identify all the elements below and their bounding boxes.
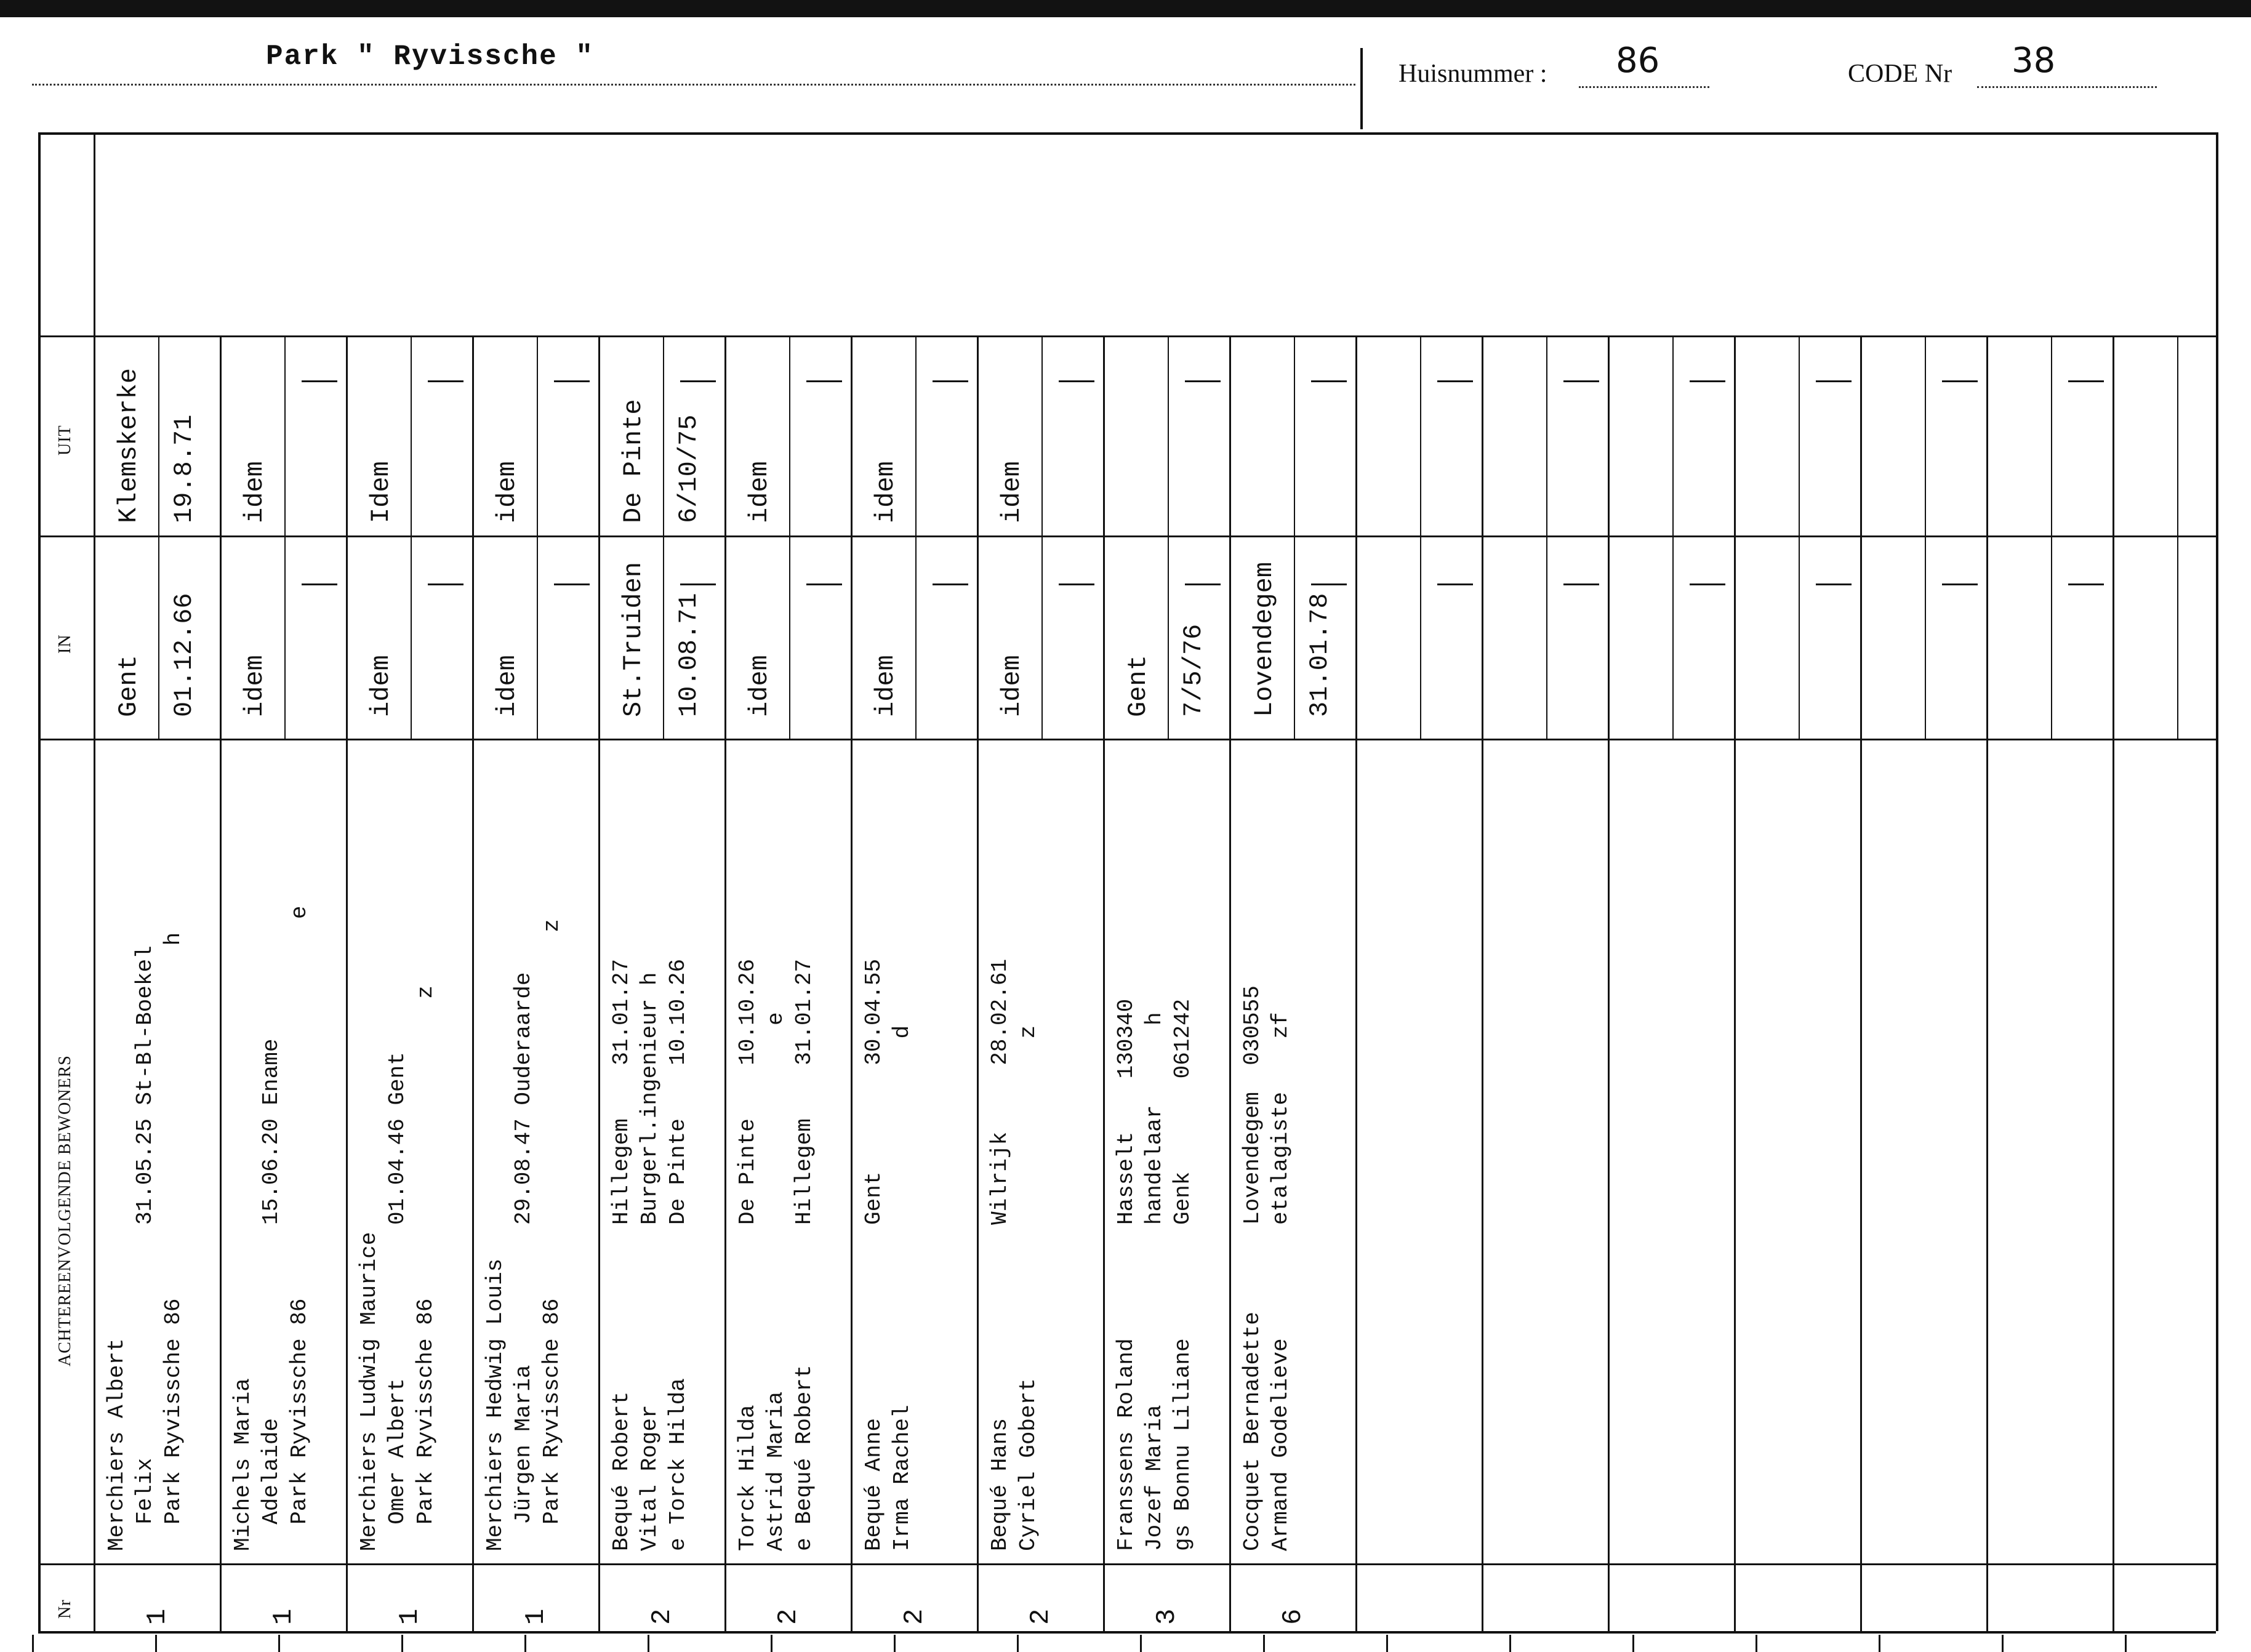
entry-in-place: idem <box>871 655 901 717</box>
entry-uit-date: 19.8.71 <box>169 414 199 523</box>
entry-uit-place: idem <box>240 461 270 523</box>
entry-nr: 1 <box>268 1608 299 1625</box>
entry-nr: 3 <box>1152 1608 1182 1625</box>
empty-slot-dash <box>1059 583 1094 585</box>
strip-half-line <box>2051 335 2052 739</box>
bottom-tick <box>1755 1635 1757 1652</box>
empty-slot-dash <box>554 380 590 382</box>
entry-nr: 6 <box>1278 1608 1309 1625</box>
entry-name-line: Bequé Robert <box>609 1391 634 1551</box>
empty-slot-dash <box>1059 380 1094 382</box>
entry-name-line: Cocquet Bernadette <box>1240 1312 1265 1551</box>
strip-half-line <box>1041 335 1043 739</box>
entry-name-line: Astrid Maria <box>763 1391 788 1551</box>
park-dotted-line <box>32 84 1355 86</box>
strip-half-line <box>915 335 917 739</box>
entry-detail-line: handelaar h <box>1142 1012 1167 1225</box>
header-column-border <box>94 132 95 1631</box>
entry-uit-place: idem <box>871 461 901 523</box>
empty-slot-dash <box>1563 583 1599 585</box>
empty-slot-dash <box>806 583 842 585</box>
bottom-tick <box>894 1635 896 1652</box>
entry-name-line: gs Bonnu Liliane <box>1170 1338 1195 1551</box>
entry-name-line: Omer Albert <box>385 1378 410 1551</box>
strip-half-line <box>1672 335 1674 739</box>
entry-name-line: Adelaide <box>259 1417 284 1551</box>
empty-slot-dash <box>933 583 968 585</box>
strip-half-line <box>1799 335 1800 739</box>
huisnummer-value: 86 <box>1616 41 1660 81</box>
entry-uit-place: idem <box>745 461 774 523</box>
bottom-tick <box>1140 1635 1142 1652</box>
strip-separator <box>1229 335 1231 1631</box>
column-bewoners-label: ACHTEREENVOLGENDE BEWONERS <box>55 1055 74 1366</box>
strip-separator <box>346 335 348 1631</box>
entry-detail-line: Burgerl.ingenieur h <box>637 972 662 1225</box>
empty-slot-dash <box>1311 380 1347 382</box>
strip-separator <box>1734 335 1736 1631</box>
entry-detail-line: z <box>539 919 564 1225</box>
empty-slot-dash <box>1437 380 1473 382</box>
strip-half-line <box>1168 335 1169 739</box>
empty-slot-dash <box>1185 583 1221 585</box>
entry-detail-line: z <box>413 985 438 1225</box>
entry-in-place: idem <box>492 655 522 717</box>
entry-in-place: idem <box>997 655 1027 717</box>
empty-slot-dash <box>554 583 590 585</box>
entry-detail-line: e <box>287 905 312 1225</box>
entry-in-place: idem <box>240 655 270 717</box>
entry-detail-line: 15.06.20 Ename <box>259 1038 284 1225</box>
bottom-tick <box>155 1635 157 1652</box>
entry-name-line: Merchiers Hedwig Louis <box>483 1258 508 1551</box>
entry-name-line: Franssens Roland <box>1113 1338 1139 1551</box>
bottom-tick <box>1632 1635 1634 1652</box>
header-divider <box>1360 48 1363 129</box>
empty-slot-dash <box>2068 583 2104 585</box>
strip-half-line <box>158 335 159 739</box>
table-right-border <box>2216 132 2218 1631</box>
bottom-tick <box>1263 1635 1265 1652</box>
empty-slot-dash <box>1563 380 1599 382</box>
entry-nr: 1 <box>395 1608 425 1625</box>
entry-nr: 1 <box>521 1608 552 1625</box>
bottom-tick <box>771 1635 772 1652</box>
entry-nr: 2 <box>1025 1608 1056 1625</box>
entry-in-place: idem <box>745 655 774 717</box>
table-left-border <box>38 132 41 1631</box>
table-top-border <box>38 132 2216 135</box>
strip-half-line <box>537 335 538 739</box>
bottom-tick <box>1386 1635 1388 1652</box>
bottom-tick <box>1879 1635 1880 1652</box>
entry-detail-line: z <box>1016 1025 1041 1225</box>
bottom-tick <box>2002 1635 2004 1652</box>
code-label: CODE Nr <box>1848 60 1952 88</box>
entry-detail-line: e <box>763 1012 788 1225</box>
strip-half-line <box>1420 335 1421 739</box>
strip-half-line <box>411 335 412 739</box>
huisnummer-label: Huisnummer : <box>1398 60 1547 88</box>
bottom-tick <box>1017 1635 1019 1652</box>
entry-nr: 2 <box>899 1608 930 1625</box>
strip-separator <box>598 335 600 1631</box>
strip-separator <box>1608 335 1610 1631</box>
entry-uit-date: 6/10/75 <box>674 414 704 523</box>
bottom-tick <box>1509 1635 1511 1652</box>
entry-name-line: Merchiers Ludwig Maurice <box>356 1232 382 1551</box>
strip-separator <box>472 335 474 1631</box>
entry-name-line: Cyriel Gobert <box>1016 1378 1041 1551</box>
entry-nr: 1 <box>142 1608 173 1625</box>
empty-slot-dash <box>1942 380 1978 382</box>
empty-slot-dash <box>1311 583 1347 585</box>
entry-in-place: idem <box>366 655 396 717</box>
entry-name-line: Jozef Maria <box>1142 1405 1167 1551</box>
entry-name-line: e Bequé Robert <box>792 1365 817 1551</box>
empty-slot-dash <box>2068 380 2104 382</box>
strip-half-line <box>789 335 790 739</box>
strip-separator <box>977 335 979 1631</box>
entry-name-line: Felix <box>132 1458 158 1551</box>
strip-half-line <box>1925 335 1926 739</box>
entry-uit-place: Klemskerke <box>114 367 143 523</box>
empty-slot-dash <box>680 583 716 585</box>
section-separator-4 <box>38 1563 2216 1565</box>
entry-name-line: Jürgen Maria <box>511 1365 536 1551</box>
strip-separator <box>1986 335 1988 1631</box>
section-separator-1 <box>38 335 2216 337</box>
entry-name-line: Merchiers Albert <box>104 1338 129 1551</box>
entry-name-line: Park Ryvissche 86 <box>539 1298 564 1551</box>
entry-name-line: Torck Hilda <box>735 1405 760 1551</box>
entry-detail-line: Lovendegem 030555 <box>1240 985 1265 1225</box>
column-in-label: IN <box>55 634 74 654</box>
entry-detail-line: Wilrijk 28.02.61 <box>987 958 1013 1225</box>
entry-in-place: Gent <box>114 655 143 717</box>
entry-name-line: Park Ryvissche 86 <box>161 1298 186 1551</box>
entry-detail-line: De Pinte 10.10.26 <box>665 958 691 1225</box>
huisnummer-dotted-line <box>1579 86 1709 88</box>
entry-in-place: Gent <box>1123 655 1153 717</box>
entry-in-date: 10.08.71 <box>674 593 704 717</box>
empty-slot-dash <box>933 380 968 382</box>
entry-detail-line: 31.05.25 St-Bl-Boekel <box>132 945 158 1225</box>
strip-half-line <box>1546 335 1547 739</box>
strip-half-line <box>663 335 664 739</box>
park-title: Park " Ryvissche " <box>266 41 594 73</box>
entry-name-line: Irma Rachel <box>889 1405 915 1551</box>
empty-slot-dash <box>1816 583 1852 585</box>
entry-detail-line: 29.08.47 Ouderaarde <box>511 972 536 1225</box>
table-bottom-border <box>38 1631 2216 1634</box>
entry-name-line: Bequé Hans <box>987 1417 1013 1551</box>
entry-in-date: 31.01.78 <box>1305 593 1334 717</box>
column-nr-label: Nr <box>55 1599 74 1619</box>
code-value: 38 <box>2012 41 2056 81</box>
entry-detail-line: Hasselt 130340 <box>1113 998 1139 1225</box>
empty-slot-dash <box>302 380 337 382</box>
entry-detail-line: h <box>161 932 186 1225</box>
strip-separator <box>1103 335 1105 1631</box>
empty-slot-dash <box>302 583 337 585</box>
entry-name-line: Vital Roger <box>637 1405 662 1551</box>
entry-detail-line: 01.04.46 Gent <box>385 1052 410 1225</box>
entry-name-line: e Torck Hilda <box>665 1378 691 1551</box>
bottom-tick <box>278 1635 280 1652</box>
entry-name-line: Armand Godelieve <box>1268 1338 1293 1551</box>
entry-in-date: 7/5/76 <box>1179 624 1208 717</box>
section-separator-2 <box>38 535 2216 537</box>
empty-slot-dash <box>428 380 463 382</box>
empty-slot-dash <box>1690 380 1725 382</box>
bottom-tick <box>524 1635 526 1652</box>
empty-slot-dash <box>1816 380 1852 382</box>
entry-detail-line: d <box>889 1025 915 1225</box>
strip-half-line <box>2177 335 2178 739</box>
entry-detail-line: De Pinte 10.10.26 <box>735 958 760 1225</box>
bottom-tick <box>648 1635 649 1652</box>
empty-slot-dash <box>806 380 842 382</box>
entry-uit-place: idem <box>997 461 1027 523</box>
entry-name-line: Michels Maria <box>230 1378 255 1551</box>
empty-slot-dash <box>1690 583 1725 585</box>
entry-uit-place: De Pinte <box>619 399 648 523</box>
entry-uit-place: idem <box>492 461 522 523</box>
entry-in-place: St.Truiden <box>619 561 648 717</box>
section-separator-3 <box>38 739 2216 740</box>
entry-name-line: Park Ryvissche 86 <box>287 1298 312 1551</box>
entry-nr: 2 <box>647 1608 678 1625</box>
entry-detail-line: Hillegem 31.01.27 <box>792 958 817 1225</box>
scan-top-border <box>0 0 2251 17</box>
strip-separator <box>851 335 853 1631</box>
strip-separator <box>724 335 726 1631</box>
bottom-tick <box>32 1635 34 1652</box>
entry-detail-line: Hillegem 31.01.27 <box>609 958 634 1225</box>
empty-slot-dash <box>1942 583 1978 585</box>
empty-slot-dash <box>1437 583 1473 585</box>
entry-detail-line: Genk 061242 <box>1170 998 1195 1225</box>
strip-separator <box>1860 335 1862 1631</box>
column-uit-label: UIT <box>55 425 74 455</box>
empty-slot-dash <box>428 583 463 585</box>
strip-separator <box>1482 335 1483 1631</box>
entry-in-date: 01.12.66 <box>169 593 199 717</box>
bottom-tick <box>2125 1635 2127 1652</box>
entry-nr: 2 <box>773 1608 804 1625</box>
strip-separator <box>220 335 222 1631</box>
code-dotted-line <box>1977 86 2157 88</box>
bottom-tick <box>401 1635 403 1652</box>
strip-half-line <box>284 335 286 739</box>
entry-name-line: Park Ryvissche 86 <box>413 1298 438 1551</box>
entry-detail-line: Gent 30.04.55 <box>861 958 886 1225</box>
entry-in-place: Lovendegem <box>1250 561 1279 717</box>
entry-uit-place: Idem <box>366 461 396 523</box>
empty-slot-dash <box>1185 380 1221 382</box>
empty-slot-dash <box>680 380 716 382</box>
strip-separator <box>2113 335 2114 1631</box>
strip-half-line <box>1294 335 1295 739</box>
entry-name-line: Bequé Anne <box>861 1417 886 1551</box>
strip-separator <box>1355 335 1357 1631</box>
entry-detail-line: etalagiste zf <box>1268 1012 1293 1225</box>
